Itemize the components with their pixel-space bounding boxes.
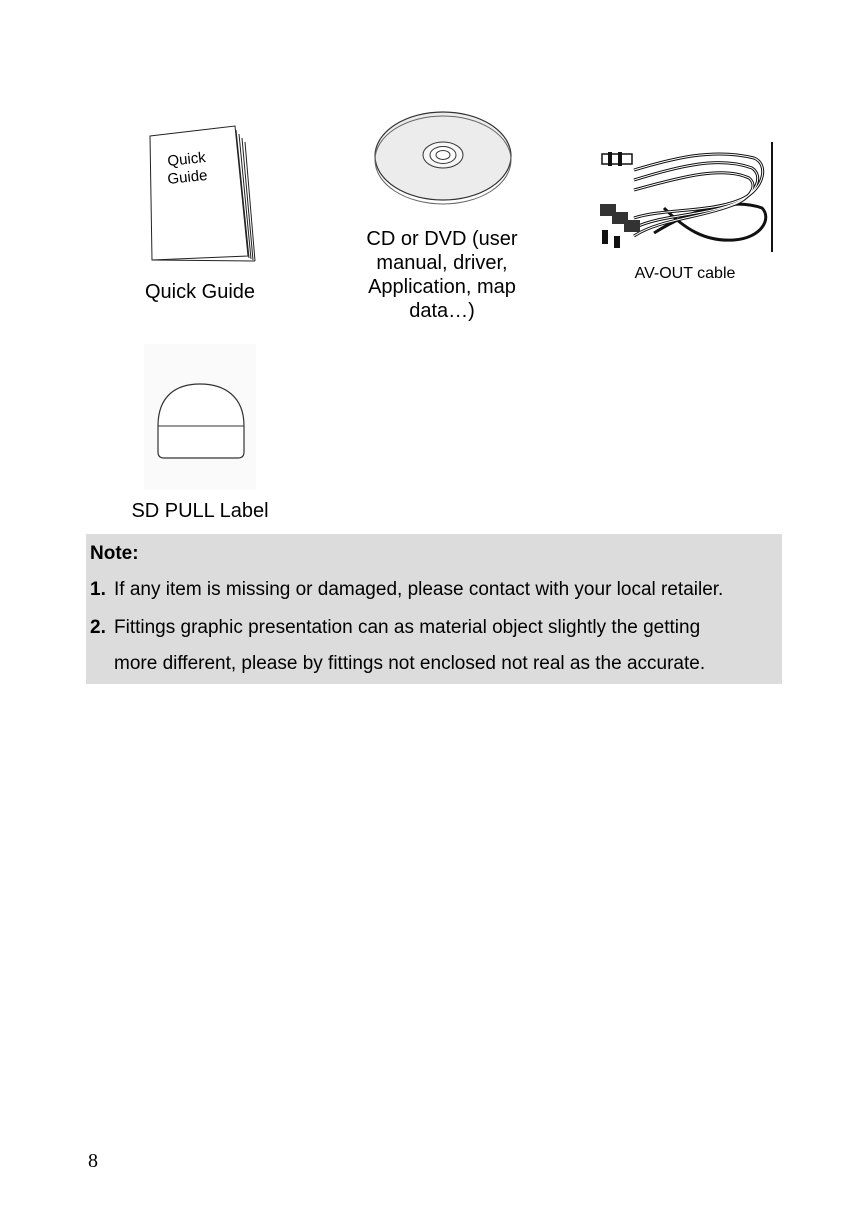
av-cable-caption: AV-OUT cable (634, 265, 736, 282)
note-item-2-text: Fittings graphic presentation can as material object slightly the getting (114, 617, 701, 638)
note-item-2-continuation: more different, please by fittings not enclosed not real as the accurate. (114, 653, 706, 674)
note-item-2 (90, 616, 700, 640)
cd-caption (352, 227, 532, 323)
sd-pull-label-caption: SD PULL Label (131, 500, 269, 522)
cd-caption-line-4: data…) (409, 300, 475, 322)
quick-guide-caption: Quick Guide (144, 281, 256, 303)
cd-caption-line-2: manual, driver, (376, 252, 508, 274)
page-number: 8 (88, 1150, 98, 1172)
cd-caption-line-1: CD or DVD (user (366, 228, 518, 250)
note-title: Note: (90, 543, 139, 564)
av-cable-illustration (594, 138, 778, 258)
note-item-1-number: 1. (90, 579, 106, 600)
sd-pull-label-illustration (144, 344, 256, 490)
cd-caption-line-3: Application, map (368, 276, 516, 298)
quick-guide-cover-text-2: Guide (166, 166, 209, 188)
cd-illustration (370, 106, 516, 206)
quick-guide-cover-text-1: Quick (166, 149, 207, 170)
note-item-2-number: 2. (90, 617, 106, 638)
quick-guide-illustration (140, 118, 260, 268)
note-item-1 (90, 578, 723, 602)
note-box (86, 534, 782, 684)
note-item-1-text: If any item is missing or damaged, please contact with your local retailer. (114, 579, 724, 600)
